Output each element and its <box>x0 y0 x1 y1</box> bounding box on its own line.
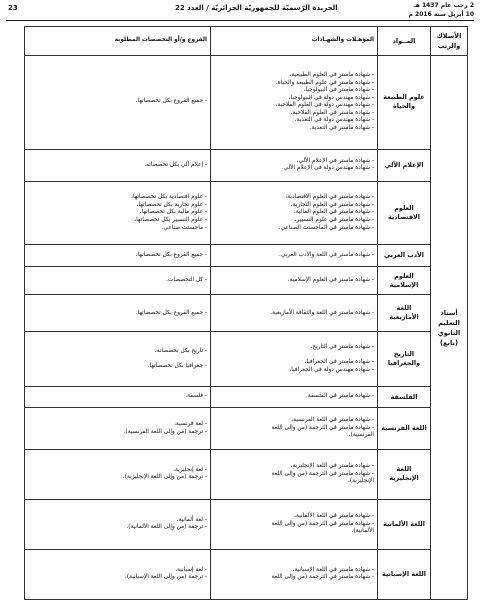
branch-line: - لغة إسبانية، <box>175 566 207 573</box>
qualification-line: - شهادة ماستر في البيولوجيا، <box>303 87 374 94</box>
branch-line: - علوم تجارية بكل تخصصاتها، <box>136 201 207 208</box>
qualification-line: الألمانية). <box>351 528 374 535</box>
qualification-line: - شهادة ماستر في اللغة والأدب العربي. <box>279 251 374 258</box>
branch-line: - ترجمة (من وإلى اللغة الإسبانية). <box>124 574 207 581</box>
qualification-line: - شهادة ماستر في العلوم المالية، <box>293 209 374 216</box>
qualification-line: - شهادة ماستر في الماجستت الصناعي. <box>278 224 374 231</box>
qualifications-cell <box>211 499 378 549</box>
page-header <box>0 0 480 22</box>
subject-cell: اللغة الألمانية <box>378 499 431 549</box>
branches-cell <box>25 408 211 449</box>
qualification-line: - شهادة مهندس دولة في البيولوجيا، <box>288 94 374 101</box>
branches-cell <box>25 267 211 295</box>
qualifications-cell <box>211 386 378 408</box>
issue-date <box>409 1 474 19</box>
qualification-line: - شهادة ماستر في اللغة الإسبانية، <box>292 566 374 573</box>
qualifications-cell <box>211 182 378 245</box>
table-row <box>25 149 468 182</box>
col-branches: الفروع و/أو التخصصات المطلوبة <box>25 27 211 56</box>
qualification-line: - شهادة ماستر في التاريخ، <box>310 343 374 350</box>
branch-line: - علوم التسيير بكل تخصصاتها، <box>134 217 207 224</box>
branches-cell <box>25 56 211 150</box>
qualification-line: الفرنسية). <box>348 432 374 439</box>
qualification-line: - شهادة مهندس دولة في الجغرافيا. <box>289 366 374 373</box>
branches-cell <box>25 386 211 408</box>
qualification-line: - شهادة ماستر في الإعلام الآلي، <box>296 157 374 164</box>
subject-cell: علوم الطبيعة والحياة <box>378 56 431 150</box>
subject-cell: اللغة الفرنسية <box>378 408 431 449</box>
branch-line: - كل التخصصات. <box>166 276 207 283</box>
branches-cell <box>25 245 211 267</box>
col-subject: المــواد <box>378 27 431 56</box>
qualification-line: - شهادة ماستر في العلوم التجارية، <box>290 201 374 208</box>
subject-cell: اللغة الأمازيغية <box>378 295 431 332</box>
table-row <box>25 499 468 549</box>
page-number: 23 <box>8 4 18 12</box>
qualification-line: الإنجليزية). <box>348 478 374 485</box>
branches-cell <box>25 295 211 332</box>
subject-cell: التاريخ والجغرافيا <box>378 332 431 386</box>
branch-line: - تاريخ بكل تخصصاته، <box>154 347 207 354</box>
branch-line: - جغرافيا بكل تخصصاتها. <box>147 362 207 369</box>
table-row <box>25 449 468 499</box>
qualifications-cell <box>211 408 378 449</box>
subject-cell: الفلسفة <box>378 386 431 408</box>
qualification-line: - شهادة ماستر في اللغة الإنجليزية، <box>290 462 374 469</box>
branch-line <box>28 355 207 363</box>
branch-line: - جميع الفروع بكل تخصصاتها. <box>135 309 207 316</box>
header-rule <box>6 20 474 21</box>
qualification-line: - شهادة ماستر في الجغرافيا، <box>304 358 374 365</box>
branch-line: - ماجستت صناعي. <box>161 224 207 231</box>
qualifications-cell <box>211 332 378 386</box>
qualification-line: - شهادة ماستر في اللغة الفرنسية، <box>291 417 374 424</box>
branch-line: - لغة فرنسية، <box>174 421 207 428</box>
qualifications-cell <box>211 149 378 182</box>
branch-line: - جميع الفروع بكل تخصصاتها. <box>135 98 207 105</box>
qualification-line: - شهادة ماستر في علوم التسيير، <box>294 217 374 224</box>
qualification-line: - شهادة ماستر في الفلسفة. <box>306 393 374 400</box>
table-header-row <box>25 27 468 56</box>
qualification-line: - شهادة ماستر في الترجمة (من وإلى اللغة <box>271 424 374 431</box>
qualification-line: - شهادة ماستر في اللغة والثقافة الأمازيغية. <box>270 309 374 316</box>
qualifications-cell <box>211 295 378 332</box>
qualification-line: - شهادة مهندس دولة في التغذية، <box>294 117 374 124</box>
rank-label: أستاذ التعليم الثانوي (تابع) <box>437 308 461 347</box>
table-row <box>25 408 468 449</box>
subject-cell: اللغة الإسبانية <box>378 549 431 599</box>
qualifications-cell <box>211 56 378 150</box>
date-hijri: 2 رجب عام 1437 هـ <box>413 2 474 9</box>
subject-cell: العلوم الإسلامية <box>378 267 431 295</box>
subject-cell: العلوم الاقتصادية <box>378 182 431 245</box>
branch-line: - لغة ألمانية، <box>176 516 207 523</box>
branch-line: - علوم اقتصادية بكل تخصصاتها، <box>131 194 207 201</box>
qualifications-cell <box>211 245 378 267</box>
journal-title: الجريدة الرّسميّة للجمهوريّة الجزائريّة / العدد 22 <box>175 4 338 12</box>
table-row <box>25 56 468 150</box>
table-row <box>25 386 468 408</box>
branches-cell <box>25 499 211 549</box>
branches-cell <box>25 149 211 182</box>
requirements-table <box>24 26 468 600</box>
qualifications-cell <box>211 267 378 295</box>
qualifications-cell <box>211 549 378 599</box>
branch-line: - فلسفة. <box>185 393 207 400</box>
date-gregorian: 10 أبريل سنة 2016 م <box>408 11 474 18</box>
branches-cell <box>25 449 211 499</box>
table-row <box>25 549 468 599</box>
qualification-line: - شهادة ماستر في الترجمة (من وإلى اللغة <box>271 574 374 581</box>
branches-cell <box>25 182 211 245</box>
branch-line: - لغة إنجليزية، <box>173 466 207 473</box>
rank-cell <box>431 56 468 600</box>
branch-line: - علوم مالية بكل تخصصاتها، <box>139 209 207 216</box>
branches-cell <box>25 332 211 386</box>
qualification-line: - شهادة ماستر في اللغة الألمانية، <box>294 512 374 519</box>
branch-line: - ترجمة (من وإلى اللغة الفرنسية). <box>123 428 207 435</box>
qualification-line <box>214 351 374 359</box>
branch-line: - إعلام آلي بكل تخصصاته. <box>144 161 207 168</box>
qualifications-cell <box>211 449 378 499</box>
qualification-line: - شهادة ماستر في التغذية. <box>309 125 374 132</box>
branch-line: - ترجمة (من وإلى اللغة الألمانية). <box>126 524 207 531</box>
table-body <box>25 56 468 600</box>
qualification-line: - شهادة ماستر في العلوم الفلاحية، <box>290 109 374 116</box>
col-rank: الأسلاك والرتب <box>431 27 468 56</box>
qualification-line: - شهادة ماستر في العلوم الإسلامية. <box>287 276 374 283</box>
qualification-line: - شهادة ماستر في العلوم الطبيعية، <box>289 71 374 78</box>
table-row <box>25 267 468 295</box>
table-row <box>25 295 468 332</box>
col-qualifications: المؤهـلات والشهـادات <box>211 27 378 56</box>
qualification-line: - شهادة ماستر في علوم الطبيعة والحياة، <box>275 79 374 86</box>
branch-line: - ترجمة (من وإلى اللغة الإنجليزية). <box>122 474 207 481</box>
qualification-line: - شهادة مهندس دولة في الإعلام الآلي. <box>281 165 374 172</box>
qualification-line: - شهادة مهندس دولة في العلوم الفلاحية، <box>275 102 374 109</box>
subject-cell: الأدب العربي <box>378 245 431 267</box>
branch-line: - جميع الفروع بكل تخصصاتها. <box>135 251 207 258</box>
table-row <box>25 182 468 245</box>
subject-cell: الإعلام الآلي <box>378 149 431 182</box>
subject-cell: اللغة الإنجليزية <box>378 449 431 499</box>
branches-cell <box>25 549 211 599</box>
qualification-line: - شهادة ماستر في العلوم الاقتصادية، <box>285 194 374 201</box>
table-row <box>25 245 468 267</box>
table-row <box>25 332 468 386</box>
qualification-line: - شهادة ماستر في الترجمة (من وإلى اللغة <box>271 520 374 527</box>
qualification-line: - شهادة ماستر في الترجمة (من وإلى اللغة <box>271 470 374 477</box>
